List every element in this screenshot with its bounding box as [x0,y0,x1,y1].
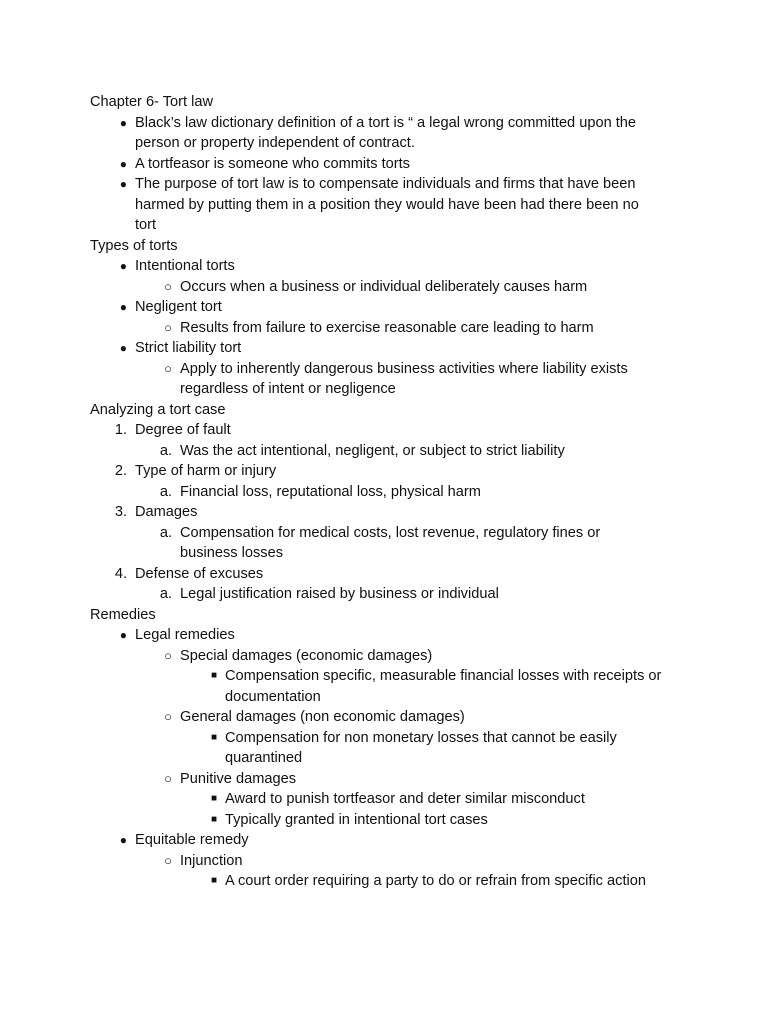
list-item-text: Apply to inherently dangerous business activities where liability exists [180,360,628,377]
list-subsubitem [90,789,690,810]
section-heading [90,400,690,421]
list-item-text: regardless of intent or negligence [180,381,396,397]
list-item-text: Compensation for non monetary losses that cannot be easily [225,729,617,746]
list-subitem [90,359,690,380]
circle-marker: ○ [164,278,172,294]
list-item-text: Damages [135,504,198,520]
list-item-text: General damages (non economic damages) [180,709,465,725]
list-item-text: person or property independent of contract. [135,135,415,151]
list-item-continuation [90,215,690,236]
circle-marker: ○ [164,770,172,786]
list-item [90,113,690,134]
bullet-marker: ● [119,177,127,191]
heading-text: Analyzing a tort case [90,401,226,418]
document-body [90,92,690,892]
letter-marker: a. [159,442,172,459]
list-item [90,154,690,175]
list-item-text: Negligent tort [135,299,222,315]
list-item-text: tort [135,217,157,233]
list-item-text: Financial loss, reputational loss, physical harm [180,483,481,500]
lettered-item [90,441,690,462]
list-subitem [90,646,690,667]
bullet-marker: ● [119,300,127,314]
list-item-text: Compensation specific, measurable financial losses with receipts or [225,668,662,684]
list-item-text: Legal remedies [135,627,235,643]
list-item-text: Compensation for medical costs, lost revenue, regulatory fines or [180,524,601,541]
list-subsubitem [90,666,690,687]
list-item-continuation [90,748,690,769]
square-marker: ■ [210,670,217,681]
heading-text: Remedies [90,606,156,623]
list-subitem [90,318,690,339]
number-marker: 4. [114,565,127,582]
list-item-text: Legal justification raised by business or individual [180,586,499,602]
square-marker: ■ [210,875,217,886]
bullet-marker: ● [119,833,127,847]
list-item [90,338,690,359]
numbered-item [90,502,690,523]
list-subitem [90,851,690,872]
list-subitem [90,707,690,728]
circle-marker: ○ [164,709,172,724]
list-item [90,625,690,646]
list-item-text: Results from failure to exercise reasonable care leading to harm [180,319,594,336]
list-item-text: business losses [180,545,284,561]
bullet-marker: ● [119,259,127,273]
circle-marker: ○ [164,360,172,376]
bullet-marker: ● [119,156,127,171]
square-marker: ■ [210,793,217,804]
section-heading [90,92,690,113]
letter-marker: a. [159,586,172,602]
letter-marker: a. [159,524,172,541]
lettered-item [90,482,690,503]
lettered-item [90,523,690,544]
numbered-item [90,461,690,482]
letter-marker: a. [159,483,172,500]
list-item-text: Strict liability tort [135,340,242,356]
list-item [90,174,690,195]
list-subitem [90,769,690,790]
section-heading [90,236,690,257]
list-item-text: Occurs when a business or individual deliberately causes harm [180,278,588,295]
list-item-text: Black’s law dictionary definition of a tort is “ a legal wrong committed upon the [135,114,637,131]
list-item-text: Punitive damages [180,770,297,787]
list-item [90,830,690,851]
list-item [90,256,690,277]
list-item-text: Award to punish tortfeasor and deter similar misconduct [225,791,585,807]
number-marker: 2. [114,463,127,479]
list-item-continuation [90,195,690,216]
list-item-continuation [90,543,690,564]
list-item-text: Special damages (economic damages) [180,647,433,664]
list-item-continuation [90,133,690,154]
circle-marker: ○ [164,647,172,663]
list-subsubitem [90,810,690,831]
list-item-text: Degree of fault [135,422,231,438]
list-item [90,297,690,318]
list-item-text: Defense of excuses [135,565,264,582]
list-subitem [90,277,690,298]
circle-marker: ○ [164,852,172,868]
list-subsubitem [90,728,690,749]
lettered-item [90,584,690,605]
numbered-item [90,420,690,441]
list-item-text: The purpose of tort law is to compensate individuals and firms that have been [135,176,636,192]
bullet-marker: ● [119,628,127,642]
bullet-marker: ● [119,341,127,355]
list-item-text: quarantined [225,750,303,766]
list-item-text: documentation [225,688,321,705]
number-marker: 1. [114,422,127,438]
list-item-text: Type of harm or injury [135,463,277,479]
section-heading [90,605,690,626]
list-item-text: Intentional torts [135,258,235,274]
circle-marker: ○ [164,319,172,335]
list-item-continuation [90,687,690,708]
numbered-item [90,564,690,585]
number-marker: 3. [114,504,127,520]
heading-text: Types of torts [90,237,178,254]
list-item-text: harmed by putting them in a position they would have been had there been no [135,196,639,213]
list-item-text: A court order requiring a party to do or refrain from specific action [225,873,646,889]
list-item-text: Typically granted in intentional tort cases [225,811,488,828]
list-item-text: Injunction [180,852,243,869]
list-item-text: A tortfeasor is someone who commits torts [135,155,410,172]
list-item-text: Equitable remedy [135,832,249,848]
list-item-text: Was the act intentional, negligent, or subject to strict liability [180,442,565,459]
list-item-continuation [90,379,690,400]
square-marker: ■ [210,731,217,743]
bullet-marker: ● [119,115,127,130]
square-marker: ■ [210,813,217,825]
heading-text: Chapter 6- Tort law [90,94,214,110]
list-subsubitem [90,871,690,892]
